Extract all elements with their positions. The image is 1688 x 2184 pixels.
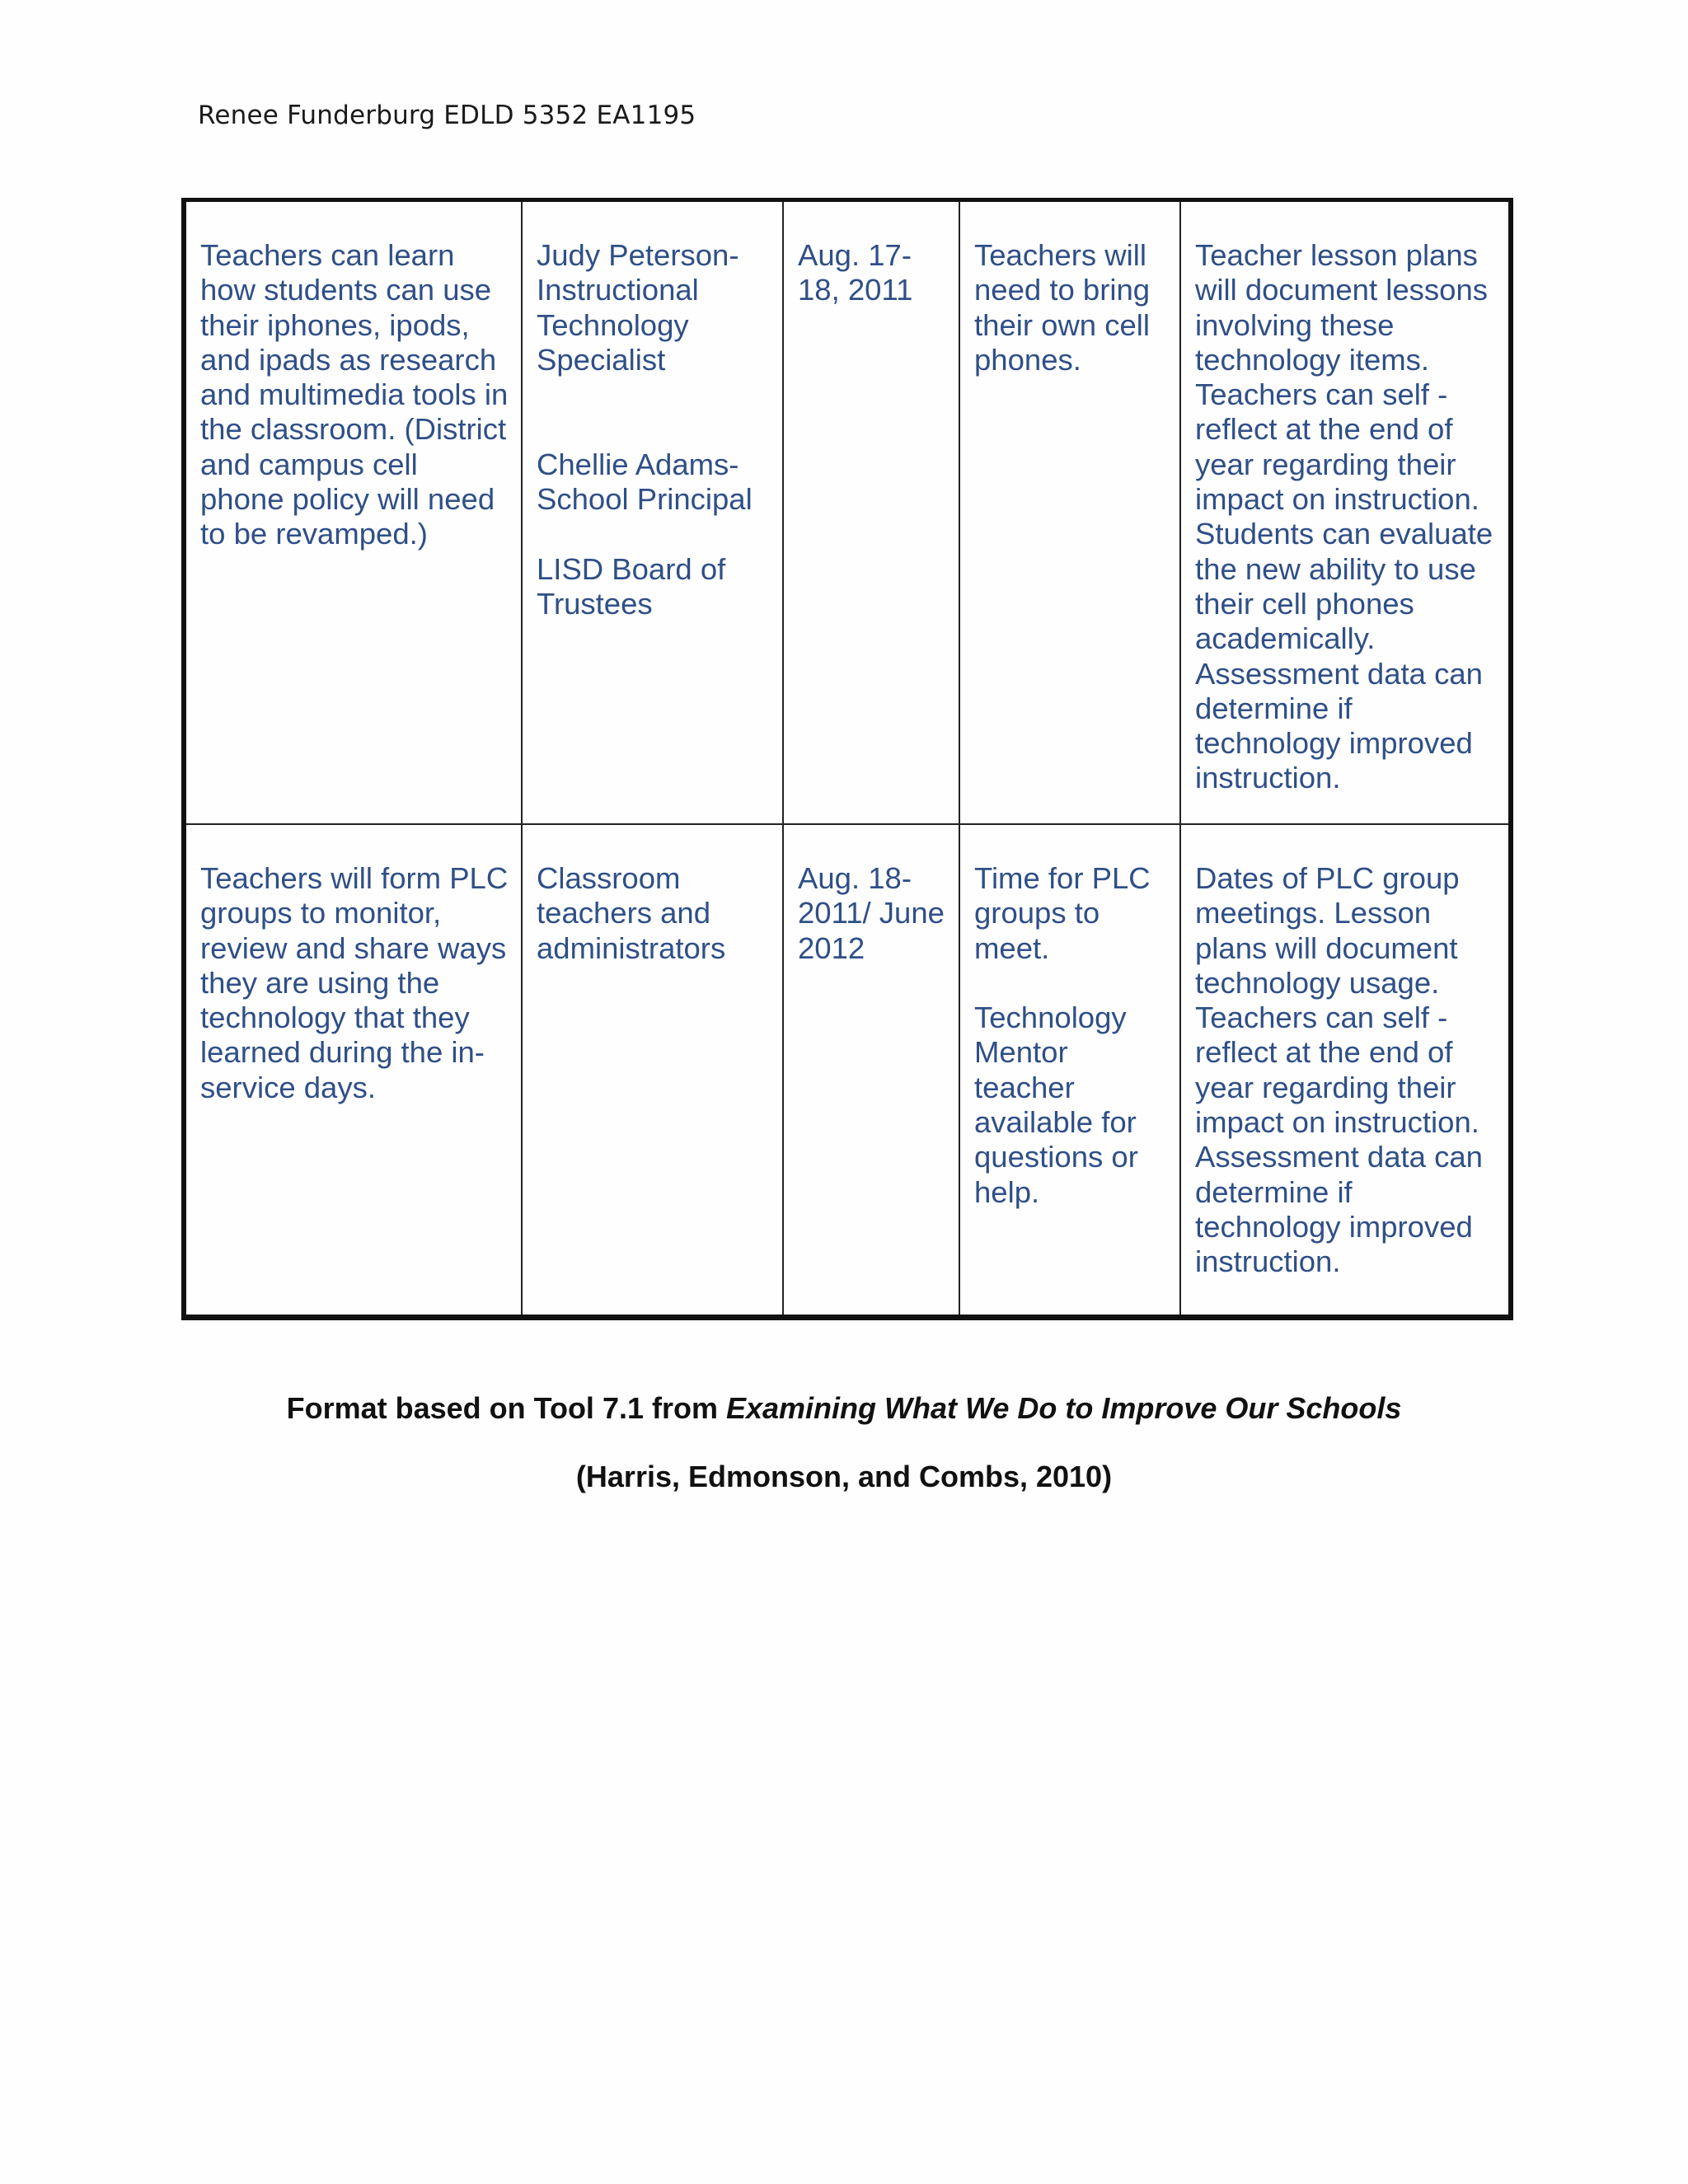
caption-prefix: Format based on Tool 7.1 from: [286, 1391, 726, 1425]
book-title: Examining What We Do to Improve Our Schools: [725, 1391, 1402, 1425]
table-row: [184, 200, 1511, 825]
resources-cell: Time for PLC groups to meet. Technology Mentor teacher available for questions or help.: [959, 824, 1180, 1318]
responsible-cell: Classroom teachers and administrators: [522, 824, 783, 1318]
responsible-cell: Judy Peterson- Instructional Technology Specialist Chellie Adams- School Principal LISD Board of Trustees: [522, 200, 783, 825]
source-citation: (Harris, Edmonson, and Combs, 2010): [575, 1460, 1113, 1493]
table-row: [184, 824, 1511, 1318]
timeline-cell: Aug. 18- 2011/ June 2012: [783, 824, 959, 1318]
activity-cell: Teachers can learn how students can use their iphones, ipods, and ipads as research and multimedia tools in the classroom. (District and campus cell phone policy will need to be revamped.): [184, 200, 522, 825]
source-caption: [0, 1391, 1688, 1426]
page-header: Renee Funderburg EDLD 5352 EA1195: [198, 101, 696, 130]
timeline-cell: Aug. 17- 18, 2011: [783, 200, 959, 825]
action-plan-table: [181, 198, 1513, 1320]
activity-cell: Teachers will form PLC groups to monitor, review and share ways they are using the technology that they learned during the in-service days.: [184, 824, 522, 1318]
resources-cell: Teachers will need to bring their own cell phones.: [959, 200, 1180, 825]
evaluation-cell: Teacher lesson plans will document lessons involving these technology items. Teachers can self - reflect at the end of year regarding their impact on instruction. Students can evaluate the new ability to use their cell phones academically. Assessment data can determine if technology improved instruction.: [1180, 200, 1511, 825]
evaluation-cell: Dates of PLC group meetings. Lesson plans will document technology usage. Teachers can self - reflect at the end of year regarding their impact on instruction. Assessment data can determine if technology improved instruction.: [1180, 824, 1511, 1318]
